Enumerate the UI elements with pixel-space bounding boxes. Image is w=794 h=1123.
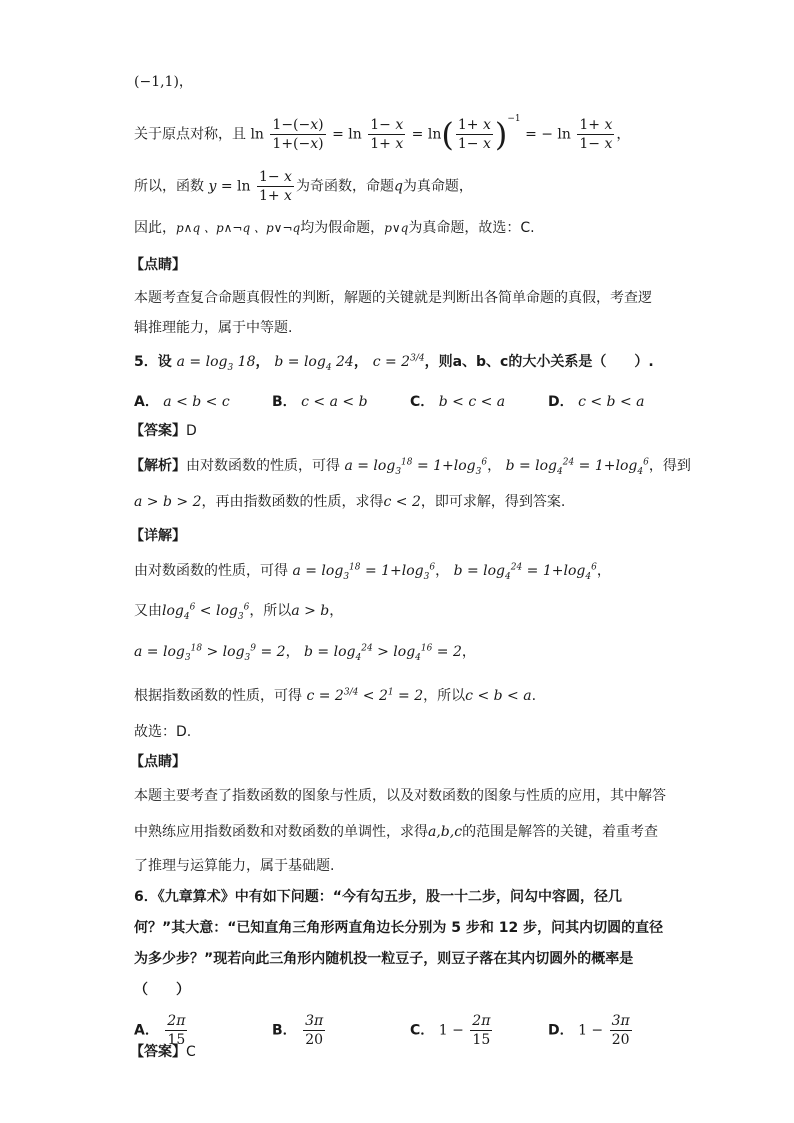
interval-line xyxy=(134,72,193,92)
q5-option-d: D． c < b < a xyxy=(548,394,645,410)
function-end: 为真命题， xyxy=(402,178,473,195)
q5-tail: ，则a、b、c的大小关系是（ ）. xyxy=(424,354,654,370)
q5-analysis-line-1: 【解析】由对数函数的性质，可得 $a = \log_3^{18} = 1+\log_3^6$， $b = \log_4^{24} = 1+\log_4^6$，得到 xyxy=(130,457,691,477)
function-prefix: 所以，函数 xyxy=(134,178,204,195)
q5-option-c: C． b < c < a xyxy=(410,394,506,410)
comment-2-line-1: 本题主要考查了指数函数的图象与性质，以及对数函数的图象与性质的应用，其中解答 xyxy=(134,788,666,804)
comment-heading-2: 【点睛】 xyxy=(130,754,186,770)
paren-open: ( xyxy=(441,115,454,154)
function-suffix: 为奇函数，命题 xyxy=(295,178,394,195)
q5-number: 5．设 xyxy=(134,354,172,370)
q5-detail-line-2: 又由$\log_4^6 < \log_3^6$，所以a > b， xyxy=(134,602,344,622)
fraction-5: $\frac{1- x}{1+ x}$ xyxy=(258,169,292,204)
eq-1: = ln xyxy=(332,126,362,143)
q5-detail-line-4: 根据指数函数的性质，可得 $c = 2^{3/4} < 2^1 = 2$，所以c < b < a. xyxy=(134,687,537,704)
exponent-minus-one: −1 xyxy=(507,113,521,124)
q5-option-a: A． a < b < c xyxy=(134,394,230,410)
function-line: 所以，函数 y = ln $\frac{1- x}{1+ x}$ 为奇函数，命题q为真命题， xyxy=(134,169,473,204)
q5-analysis-line-2: a > b > 2，再由指数函数的性质，求得c < 2，即可求解，得到答案. xyxy=(134,494,566,510)
q5-detail-heading: 【详解】 xyxy=(130,528,186,544)
eq-3: = − ln xyxy=(525,126,571,143)
fraction-1: $\frac{1-(-x)}{1+(-x)}$ xyxy=(272,117,324,152)
q6-option-d: D． 1 − $\frac{3\pi}{20}$ xyxy=(548,1013,630,1048)
eq-2: = ln xyxy=(411,126,442,143)
q5-answer: 【答案】D xyxy=(130,423,197,439)
therefore-pq: p∨q xyxy=(384,221,409,235)
comment-2-line-2: 中熟练应用指数函数和对数函数的单调性，求得a,b,c的范围是解答的关键，着重考查 xyxy=(134,824,659,840)
therefore-line xyxy=(134,218,535,238)
interval-text: (−1,1)， xyxy=(134,74,193,90)
q5-detail-line-1: 由对数函数的性质，可得 $a = \log_3^{18} = 1+\log_3^6$， $b = \log_4^{24} = 1+\log_4^6$， xyxy=(134,562,611,582)
q6-answer: 【答案】C xyxy=(130,1044,196,1060)
therefore-list: p∧q 、p∧¬q 、p∨¬q xyxy=(176,221,301,235)
q5-a-def: $a = \log_3 18$ xyxy=(176,354,256,373)
q5-detail-line-5: 故选：D. xyxy=(134,724,192,740)
q5-c-def: $c = 2^{3/4}$ xyxy=(372,353,425,370)
comment-heading-1: 【点睛】 xyxy=(130,257,186,273)
q6-option-a: A． $\frac{2\pi}{15}$ xyxy=(134,1013,186,1048)
therefore-mid: 均为假命题， xyxy=(300,220,385,236)
q6-option-c: C． 1 − $\frac{2\pi}{15}$ xyxy=(410,1013,491,1048)
question-6: 6．《九章算术》中有如下问题：“今有勾五步，股一十二步，问勾中容圆，径几何？”其大意：“已知直角三角形两直角边长分别为 5 步和 12 步，问其内切圆的直径为多少步？”现若向此三角形内随机投一粒豆子，则豆子落在其内切圆外的概率是（ ） xyxy=(134,889,664,998)
comment-2-line-3: 了推理与运算能力，属于基础题. xyxy=(134,858,335,874)
fraction-4: $\frac{1+ x}{1- x}$ xyxy=(579,117,613,152)
symmetry-prefix: 关于原点对称，且 xyxy=(134,126,246,143)
q5-b-def: $b = \log_4 24$ xyxy=(274,354,354,373)
symmetry-line: 关于原点对称，且 ln $\frac{1-(-x)}{1+(-x)}$ = ln $\frac{1- x}{1+ x}$ = ln( $\frac{1+ x}{1- x}$ )$^{-1}$ = − ln $\frac{1+ x}{1- x}$ ， xyxy=(134,113,631,154)
comment-text-1: 本题考查复合命题真假性的判断，解题的关键就是判断出各简单命题的真假，考查逻辑推理能力，属于中等题. xyxy=(134,290,652,336)
q5-detail-line-3: $a = \log_3^{18} > \log_3^9 = 2$， $b = \log_4^{24} > \log_4^{16} = 2$， xyxy=(134,643,476,663)
therefore-prefix: 因此， xyxy=(134,220,176,236)
therefore-end: 为真命题，故选：C. xyxy=(408,220,535,236)
q6-option-b: B． $\frac{3\pi}{20}$ xyxy=(272,1013,324,1048)
fraction-3: $\frac{1+ x}{1- x}$ xyxy=(457,117,491,152)
q5-option-b: B． c < a < b xyxy=(272,394,368,410)
y-var: y xyxy=(208,178,217,195)
q-var: q xyxy=(393,178,403,195)
ln-expr-1: ln xyxy=(250,126,264,143)
paren-close: ) xyxy=(494,115,508,154)
fraction-2: $\frac{1- x}{1+ x}$ xyxy=(370,117,404,152)
question-5: 5．设 $a = \log_3 18$， $b = \log_4 24$， $c = 2^{3/4}$，则a、b、c的大小关系是（ ）. xyxy=(134,353,654,373)
